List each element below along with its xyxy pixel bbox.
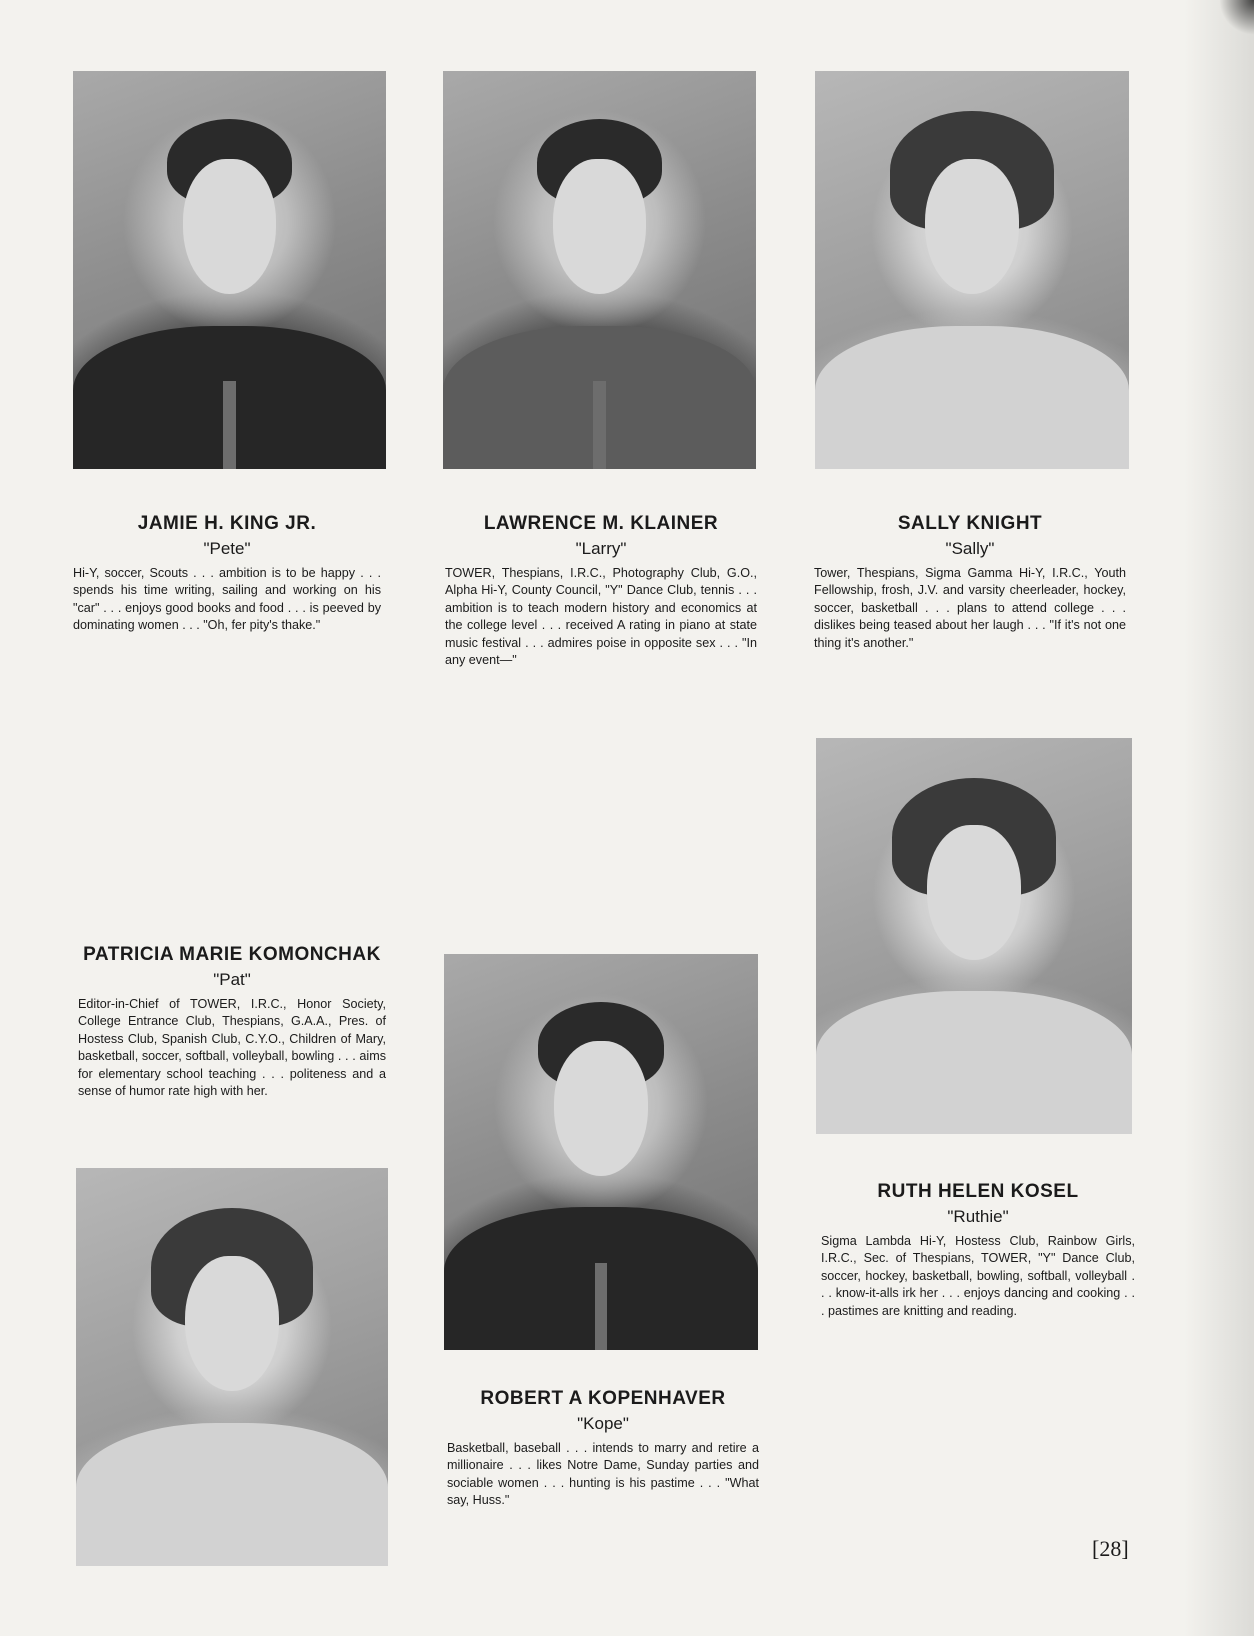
portrait-photo-kopenhaver [444,954,758,1350]
student-name: SALLY KNIGHT [897,513,1043,534]
binding-shadow [1220,0,1254,36]
student-entry-kopenhaver [447,1388,759,1510]
student-nickname: "Kope" [577,1414,629,1433]
student-entry-knight [814,513,1126,652]
portrait-photo-klainer [443,71,756,469]
student-bio: Editor-in-Chief of TOWER, I.R.C., Honor Society, College Entrance Club, Thespians, G.A.A., Pres. of Hostess Club, Spanish Club, C.Y.O., Children of Mary, basketball, soccer, softball, volleyball, bowling . . . aims for elementary school teaching . . . politeness and a sense of humor rate high with her. [78,997,386,1099]
student-nickname: "Sally" [945,539,995,558]
student-nickname: "Ruthie" [947,1207,1009,1226]
student-entry-klainer [445,513,757,669]
student-name: RUTH HELEN KOSEL [877,1181,1079,1202]
student-bio: Hi-Y, soccer, Scouts . . . ambition is to be happy . . . spends his time writing, sailing and working on his "car" . . . enjoys good books and food . . . is peeved by dominating women . . . "Oh, fer pity's thake." [73,566,381,633]
student-entry-kosel [821,1181,1135,1320]
student-entry-komonchak [78,944,386,1100]
student-nickname: "Larry" [575,539,627,558]
student-name: LAWRENCE M. KLAINER [483,513,719,534]
portrait-photo-komonchak [76,1168,388,1566]
portrait-photo-kosel [816,738,1132,1134]
portrait-photo-king [73,71,386,469]
student-bio: TOWER, Thespians, I.R.C., Photography Club, G.O., Alpha Hi-Y, County Council, "Y" Dance Club, tennis . . . ambition is to teach modern history and economics at the college level . . . received A rating in piano at state music festival . . . admires poise in opposite sex . . . "In any event—" [445,566,757,668]
portrait-photo-knight [815,71,1129,469]
student-nickname: "Pete" [203,539,251,558]
student-bio: Basketball, baseball . . . intends to marry and retire a millionaire . . . likes Notre Dame, Sunday parties and sociable women . . . hunting is his pastime . . . "What say, Huss." [447,1441,759,1508]
student-nickname: "Pat" [213,970,251,989]
student-bio: Sigma Lambda Hi-Y, Hostess Club, Rainbow Girls, I.R.C., Sec. of Thespians, TOWER, "Y" Dance Club, soccer, hockey, basketball, bowling, softball, volleyball . . . know-it-alls irk her . . . enjoys dancing and cooking . . . pastimes are knitting and reading. [821,1234,1135,1318]
student-name: JAMIE H. KING JR. [137,513,317,534]
page-edge-shade [1184,0,1254,1636]
student-name: ROBERT A KOPENHAVER [480,1388,726,1409]
student-name: PATRICIA MARIE KOMONCHAK [83,944,381,965]
student-bio: Tower, Thespians, Sigma Gamma Hi-Y, I.R.C., Youth Fellowship, frosh, J.V. and varsity cheerleader, hockey, soccer, basketball . . . plans to attend college . . . dislikes being teased about her laugh . . . "If it's not one thing it's another." [814,566,1126,650]
student-entry-king [73,513,381,635]
page-number: [28] [1092,1536,1129,1561]
